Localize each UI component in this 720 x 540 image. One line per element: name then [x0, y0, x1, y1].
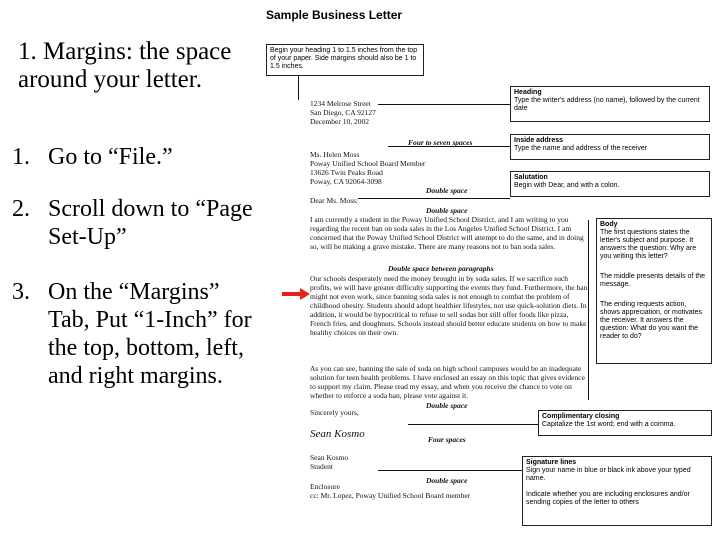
letter-title: Sample Business Letter — [266, 8, 403, 22]
title-line: Student — [310, 462, 333, 471]
handwritten-signature: Sean Kosmo — [310, 428, 365, 440]
margin-note-text: Begin your heading 1 to 1.5 inches from the top of your paper. Side margins should also be 1 to 1.5 inches. — [270, 47, 418, 70]
body-box — [596, 218, 712, 364]
four-to-seven-note: Four to seven spaces — [408, 138, 473, 147]
red-arrow-icon — [282, 288, 310, 300]
salutation-line: Dear Ms. Moss: — [310, 196, 359, 205]
inside-address-title: Inside address — [514, 137, 564, 144]
step-2-number: 2. — [12, 196, 30, 222]
heading-box-title: Heading — [514, 89, 542, 96]
body-box-title: Body — [600, 221, 618, 228]
sender-address — [310, 99, 450, 126]
closing-title: Complimentary closing — [542, 413, 620, 420]
step-3-text: On the “Margins” Tab, Put “1-Inch” for the top, bottom, left, and right margins. — [48, 279, 252, 389]
signature-box — [522, 456, 712, 526]
step-1-text: Go to “File.” — [48, 144, 173, 170]
intro-text: 1. Margins: the space around your letter. — [18, 38, 232, 93]
signature-connector — [378, 470, 522, 471]
inside-address-text: Type the name and address of the receiver — [514, 145, 648, 152]
signature-p2: Indicate whether you are including enclosures and/or sending copies of the letter to others — [526, 491, 690, 506]
signature-p1: Sign your name in blue or black ink above your typed name. — [526, 467, 691, 482]
paragraph-3: As you can see, banning the sale of soda on high school campuses would be an inadequate solution for teen health problems. I have enclosed an essay on this topic that gives evidence to support my claim. Please read my essay, and when you receive the chance to vote on whether to enforce a soda ban, please vote against it. — [310, 364, 585, 400]
signature-title: Signature lines — [526, 459, 577, 466]
margin-note-box — [266, 44, 424, 76]
sender-line-1: 1234 Melrose Street — [310, 99, 371, 108]
double-space-note-2: Double space — [426, 206, 468, 215]
closing-text: Capitalize the 1st word; end with a comma. — [542, 421, 676, 428]
sample-letter-image — [258, 0, 720, 540]
step-3-number: 3. — [12, 279, 30, 305]
salutation-box — [510, 171, 710, 197]
closing-connector — [408, 424, 538, 425]
recipient-line-1: Ms. Helen Moss — [310, 150, 360, 159]
body-box-p3: The ending requests action, shows appreciation, or motivates the receiver. It answers the question: What do you want the reader to do? — [600, 301, 702, 340]
salutation-text: Begin with Dear, and with a colon. — [514, 182, 620, 189]
inside-address-box — [510, 134, 710, 160]
salutation-connector — [358, 198, 510, 199]
recipient-line-2: Poway Unified School Board Member — [310, 159, 426, 168]
step-3 — [12, 278, 262, 390]
body-box-p1: The first questions states the letter's subject and purpose. It answers the question: Why are you writing this letter? — [600, 229, 697, 260]
double-space-note-4: Double space — [426, 476, 468, 485]
step-1 — [12, 143, 262, 171]
step-1-number: 1. — [12, 144, 30, 170]
recipient-line-4: Poway, CA 92064-3098 — [310, 177, 382, 186]
recipient-line-3: 13626 Twin Peaks Road — [310, 168, 383, 177]
four-spaces-note: Four spaces — [428, 435, 466, 444]
sender-line-2: San Diego, CA 92127 — [310, 108, 376, 117]
double-space-note-1: Double space — [426, 186, 468, 195]
heading-box-text: Type the writer's address (no name), followed by the current date — [514, 97, 700, 112]
cc-line: cc: Mr. Lopez, Poway Unified School Board member — [310, 491, 471, 500]
sincerely-line: Sincerely yours, — [310, 408, 359, 417]
step-2 — [12, 195, 262, 251]
recipient-address — [310, 150, 470, 186]
margin-connector — [298, 76, 299, 100]
double-space-note-3: Double space — [426, 401, 468, 410]
typed-name: Sean Kosmo — [310, 453, 349, 462]
enclosure-line: Enclosure — [310, 482, 340, 491]
heading-box — [510, 86, 710, 122]
sender-line-3: December 10, 2002 — [310, 117, 369, 126]
body-connector — [588, 220, 589, 400]
double-between-note: Double space between paragraphs — [388, 264, 494, 273]
paragraph-2: Our schools desperately need the money brought in by soda sales. If we sacrifice such profits, we will have greater difficulty supporting the events they fund. Furthermore, the ban might not even work, since banning soda sales is not enough to combat the problem of childhood obesity. Students should adopt healthier lifestyles, not use quick-solution diets. In addition, it would be hypocritical to refuse to sell sodas but still offer foods like pizza, French fries, and doughnuts. Schools instead should better educate students on how to make healthy choices on their own. — [310, 274, 588, 337]
body-box-p2: The middle presents details of the message. — [600, 273, 706, 288]
paragraph-1: I am currently a student in the Poway Unified School District, and I am writing to you regarding the recent ban on soda sales in the Los Angeles Unified School District. I am concerned that the Poway Unified School District will attempt to do the same, and in doing so, will be making a grave mistake. There are many reasons not to ban soda sales. — [310, 215, 584, 251]
step-2-text: Scroll down to “Page Set-Up” — [48, 196, 253, 250]
closing-box — [538, 410, 712, 436]
salutation-title: Salutation — [514, 174, 548, 181]
